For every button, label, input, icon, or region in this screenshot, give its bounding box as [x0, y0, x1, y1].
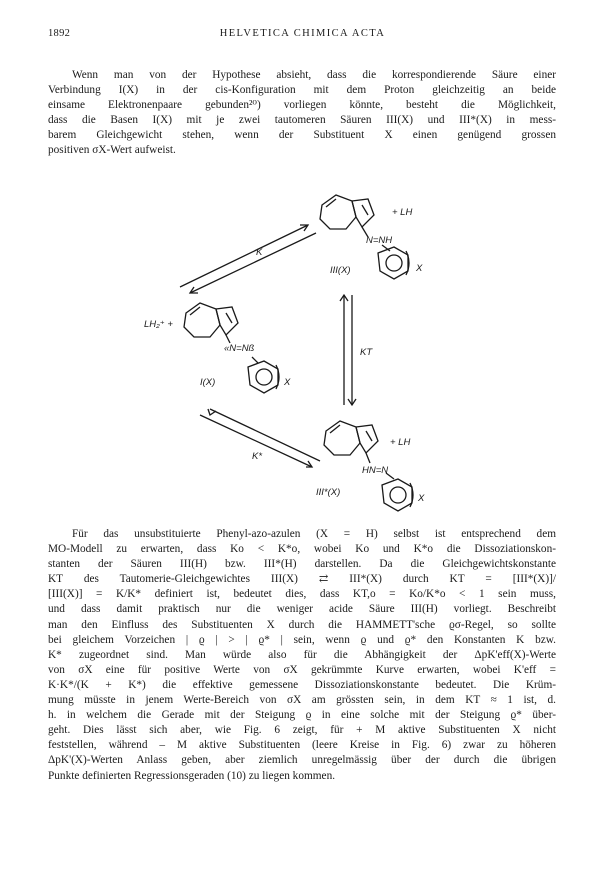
- hn-n-label: HN=N: [362, 465, 389, 476]
- paragraph-2: [48, 527, 556, 784]
- phenyl-ring-top: [378, 247, 409, 279]
- compound-label-IIIstar: III*(X): [316, 487, 341, 498]
- journal-title: HELVETICA CHIMICA ACTA: [219, 28, 386, 39]
- text-line: Wenn man von der Hypothese absieht, dass die korrespondierende Säure einer: [72, 69, 556, 81]
- phenyl-ring-middle: [248, 361, 279, 393]
- text-line: einsame Elektronenpaare gebunden²⁰) vorliegen könnte, besteht die Möglichkeit,: [48, 99, 556, 112]
- page-header: [48, 28, 557, 44]
- substituent-x-top: X: [416, 263, 423, 274]
- text-line: Punkte definierten Regressionsgeraden (10) zu liegen kommen.: [48, 769, 336, 782]
- compound-label-III: III(X): [330, 265, 351, 276]
- kt-label: KT: [360, 347, 373, 358]
- text-line: KT des Tautomerie-Gleichgewichtes III(X) ⇄ III*(X) durch KT = [III*(X)]/: [48, 573, 556, 586]
- lh-top-label: + LH: [392, 207, 413, 218]
- equilibrium-arrow-kt: [340, 295, 356, 405]
- text-line: man den Einfluss des Substituenten X durch die HAMMETT'sche ϱσ-Regel, so sollte: [48, 618, 556, 631]
- text-line: barem Gleichgewicht stehen, wenn der Substituent X einen genügend grossen: [48, 129, 556, 142]
- k-label: K: [256, 247, 263, 258]
- text-line: mung müsste in jenem Werte-Bereich von σX am grössten sein, in dem KT ≈ 1 ist, d.: [48, 694, 556, 707]
- text-line: K* zugeordnet sind. Man würde also für die Abhängigkeit der ΔpK'eff(X)-Werte: [48, 648, 556, 661]
- text-line: dass die Basen I(X) mit je zwei tautomeren Säuren III(X) und III*(X) in mess-: [48, 114, 556, 127]
- kstar-label: K*: [252, 451, 263, 462]
- text-line: positiven σX-Wert aufweist.: [48, 144, 176, 157]
- page-number: 1892: [48, 28, 71, 39]
- substituent-x-middle: X: [284, 377, 291, 388]
- paragraph-1: [48, 68, 556, 159]
- scheme-drawing: [140, 175, 470, 520]
- azulene-structure-bottom: [324, 421, 378, 455]
- text-line: MO-Modell zu erwarten, dass Ko < K*o, wobei Ko und K*o die Dissoziationskon-: [48, 543, 556, 556]
- text-line: Für das unsubstituierte Phenyl-azo-azulen (X = H) selbst ist entsprechend dem: [72, 528, 556, 540]
- text-line: [III(X)] = K/K* definiert ist, bedeutet dies, dass KT,o = Ko/K*o < 1 sein muss,: [48, 588, 556, 601]
- azulene-structure-top: [320, 195, 374, 229]
- text-line: von σX eine für positive Werte von σX gekrümmte Kurve erwarten, wobei K'eff =: [48, 663, 556, 676]
- n-nh-label: N=NH: [366, 235, 393, 246]
- text-line: Verbindung I(X) in der cis-Konfiguration mit dem Proton gleichzeitig an beide: [48, 84, 556, 97]
- phenyl-ring-bottom: [382, 479, 413, 511]
- text-line: feststellen, während – M aktive Substituenten (leere Kreise in Fig. 6) zwar zu höheren: [48, 739, 556, 752]
- azulene-structure-middle: [184, 303, 238, 337]
- lh2-plus-label: LH₂⁺ +: [144, 319, 173, 330]
- text-line: und dass damit praktisch nur die weniger acide Säure III(H) vorliegt. Beschreibt: [48, 603, 556, 616]
- substituent-x-bottom: X: [418, 493, 425, 504]
- text-line: ΔpK'(X)-Werten Anlass geben, aber ziemlich unregelmässig über der durch die übrigen: [48, 754, 556, 767]
- text-line: bei gleichem Vorzeichen | ϱ | > | ϱ* | sein, wenn ϱ und ϱ* den Konstanten K bzw.: [48, 633, 556, 646]
- compound-label-I: I(X): [200, 377, 216, 388]
- lh-bottom-label: + LH: [390, 437, 411, 448]
- text-line: geht. Dies lässt sich aber, wie Fig. 6 zeigt, für + M aktive Substituenten X nicht: [48, 724, 556, 737]
- n-nb-label: «N=Nß: [224, 343, 255, 354]
- text-line: K·K*/(K + K*) die effektive gemessene Dissoziationskonstante bedeutet. Die Krüm-: [48, 678, 556, 691]
- equilibrium-arrow-k: [180, 225, 316, 293]
- text-line: h. in welchem die Gerade mit der Steigung ϱ in eine solche mit der Steigung ϱ* über-: [48, 709, 556, 722]
- reaction-scheme-figure: [140, 175, 470, 520]
- text-line: stanten der Säuren III(H) bzw. III*(H) darstellen. Da die Gleichgewichtskonstante: [48, 558, 556, 571]
